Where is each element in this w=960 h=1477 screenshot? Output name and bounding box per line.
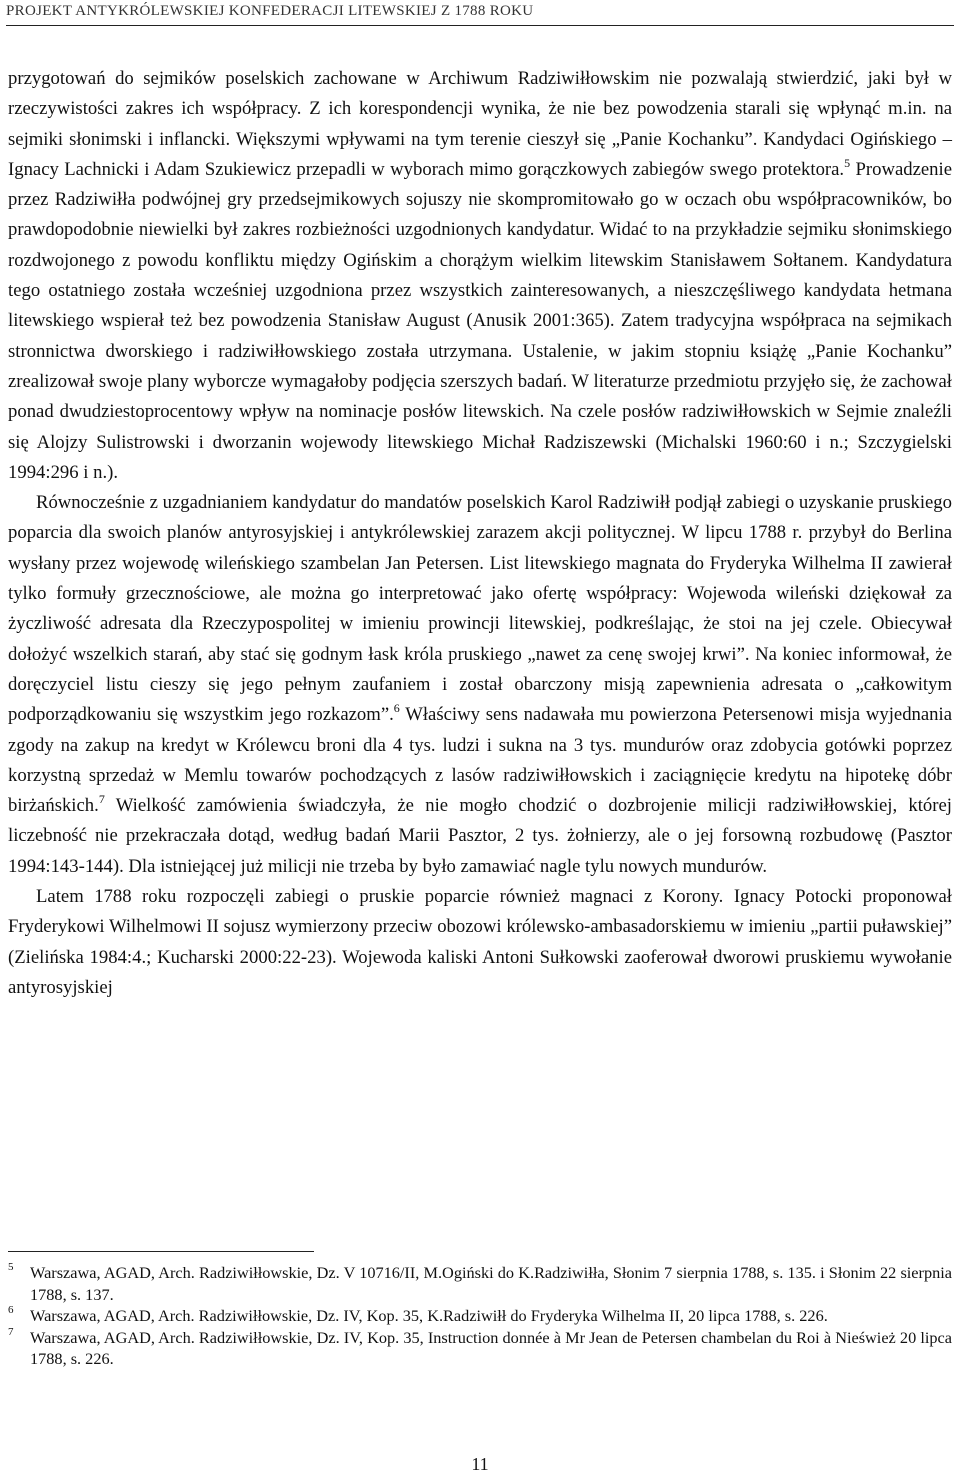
footnote-text: Warszawa, AGAD, Arch. Radziwiłłowskie, Dz. IV, Kop. 35, Instruction donnée à Mr Jean de Petersen chambelan du Roi à Nieśwież 20 lipca 1788, s. 226. bbox=[30, 1327, 952, 1368]
footnote-number: 5 bbox=[8, 1261, 14, 1273]
paragraph-1-text-a: przygotowań do sejmików poselskich zachowane w Archiwum Radziwiłłowskim nie pozwalają stwierdzić, jaki był w rzeczywistości zakres ich współpracy. Z ich korespondencji wynika, że nie bez powodzenia starali się wpłynąć m.in. na sejmiki słonimski i inflancki. Większymi wpływami na tym terenie cieszył się „Panie Kochanku”. Kandydaci Ogińskiego – Ignacy Lachnicki i Adam Szukiewicz przepadli w wyborach mimo gorączkowych zabiegów swego protektora. bbox=[8, 68, 952, 180]
footnotes bbox=[8, 1262, 952, 1370]
paragraph-2-text-c: Wielkość zamówienia świadczyła, że nie mogło chodzić o dozbrojenie milicji radziwiłłowskiej, której liczebność nie przekraczała dotąd, według badań Marii Pasztor, 2 tys. żołnierzy, ale o jej forsowną rozbudowę (Pasztor 1994:143-144). Dla istniejącej już milicji nie trzeba by było zamawiać nagle tylu nowych mundurów. bbox=[8, 795, 952, 877]
paragraph-3-text-a: Latem 1788 roku rozpoczęli zabiegi o pruskie poparcie również magnaci z Korony. Ignacy Potocki proponował Fryderykowi Wilhelmowi II sojusz wymierzony przeciw obozowi królewsko-ambasadorskiemu w imieniu „partii puławskiej” (Zielińska 1984:4.; Kucharski 2000:22-23). Wojewoda kaliski Antoni Sułkowski zaoferował dworowi pruskiemu wywołanie antyrosyjskiej bbox=[8, 886, 952, 998]
footnote-text: Warszawa, AGAD, Arch. Radziwiłłowskie, Dz. V 10716/II, M.Ogiński do K.Radziwiłła, Słonim 7 sierpnia 1788, s. 135. i Słonim 22 sierpnia 1788, s. 137. bbox=[30, 1263, 952, 1304]
footnote-text: Warszawa, AGAD, Arch. Radziwiłłowskie, Dz. IV, Kop. 35, K.Radziwiłł do Fryderyka Wilhelma II, 20 lipca 1788, s. 226. bbox=[30, 1306, 828, 1325]
running-header: PROJEKT ANTYKRÓLEWSKIEJ KONFEDERACJI LITEWSKIEJ Z 1788 ROKU bbox=[6, 3, 954, 26]
paragraph-2-text-a: Równocześnie z uzgadnianiem kandydatur do mandatów poselskich Karol Radziwiłł podjął zabiegi o uzyskanie pruskiego poparcia dla swoich planów antyrosyjskiej i antykrólewskiej zarazem akcji politycznej. W lipcu 1788 r. przybył do Berlina wysłany przez wojewodę wileńskiego szambelan Jan Petersen. List litewskiego magnata do Fryderyka Wilhelma II zawierał tylko formuły grzecznościowe, ale można go interpretować jako ofertę współpracy: Wojewoda wileński dziękował za życzliwość adresata dla Rzeczypospolitej w imieniu prowincji litewskiej, podkreślając, że stoi na jej czele. Obiecywał dołożyć wszelkich starań, aby stać się godnym łask króla pruskiego „nawet za cenę swojej krwi”. Na koniec informował, że doręczyciel listu cieszy się jego pełnym zaufaniem i został obarczony misją zapewnienia adresata o „całkowitym podporządkowaniu się wszystkim jego rozkazom”. bbox=[8, 492, 952, 726]
main-body-text bbox=[8, 64, 952, 1003]
footnote-ref-6[interactable]: 6 bbox=[393, 701, 400, 716]
footnote-ref-5[interactable]: 5 bbox=[844, 155, 851, 170]
footnote-5 bbox=[8, 1262, 952, 1305]
page-number: 11 bbox=[471, 1454, 489, 1474]
footnote-6 bbox=[8, 1305, 952, 1327]
footnote-separator bbox=[8, 1251, 314, 1252]
footnote-7 bbox=[8, 1327, 952, 1370]
paragraph-1 bbox=[8, 64, 952, 488]
footnote-number: 6 bbox=[8, 1304, 14, 1316]
footnote-ref-7[interactable]: 7 bbox=[98, 792, 105, 807]
paragraph-1-text-b: Prowadzenie przez Radziwiłła podwójnej gry przedsejmikowych sojuszy nie skompromitowało go w oczach obu współpracowników, bo prawdopodobnie niewielki był zakres rozbieżności uzgodnionych kandydatur. Widać to na przykładzie sejmiku słonimskiego rozdwojonego z powodu konfliktu między Ogińskim a chorążym wielkim litewskim Stanisławem Sołtanem. Kandydatura tego ostatniego została wcześniej uzgodniona przez wszystkich zainteresowanych, a nieszczęśliwego kandydata hetmana litewskiego wspierał też bez powodzenia Stanisław August (Anusik 2001:365). Zatem tradycyjna współpraca na sejmikach stronnictwa dworskiego i radziwiłłowskiego została utrzymana. Ustalenie, w jakim stopniu książę „Panie Kochanku” zrealizował swoje plany wyborcze wymagałoby podjęcia szerszych badań. W literaturze przedmiotu przyjęło się, że zachował ponad dwudziestoprocentowy wpływ na nominacje posłów litewskich. Na czele posłów radziwiłłowskich w Sejmie znaleźli się Alojzy Sulistrowski i dworzanin wojewody litewskiego Michał Radziszewski (Michalski 1960:60 i n.; Szczygielski 1994:296 i n.). bbox=[8, 158, 952, 483]
paragraph-3 bbox=[8, 882, 952, 1003]
footnote-number: 7 bbox=[8, 1325, 14, 1338]
paragraph-2-text-b: Właściwy sens nadawała mu powierzona Petersenowi misja wyjednania zgody na zakup na kredyt w Królewcu broni dla 4 tys. ludzi i sukna na 3 tys. mundurów oraz zdobycia gotówki poprzez korzystną sprzedaż w Memlu towarów pochodzących z lasów radziwiłłowskich i zaciągnięcie kredytu na hipotekę dóbr birżańskich. bbox=[8, 704, 953, 817]
paragraph-2 bbox=[8, 488, 952, 882]
